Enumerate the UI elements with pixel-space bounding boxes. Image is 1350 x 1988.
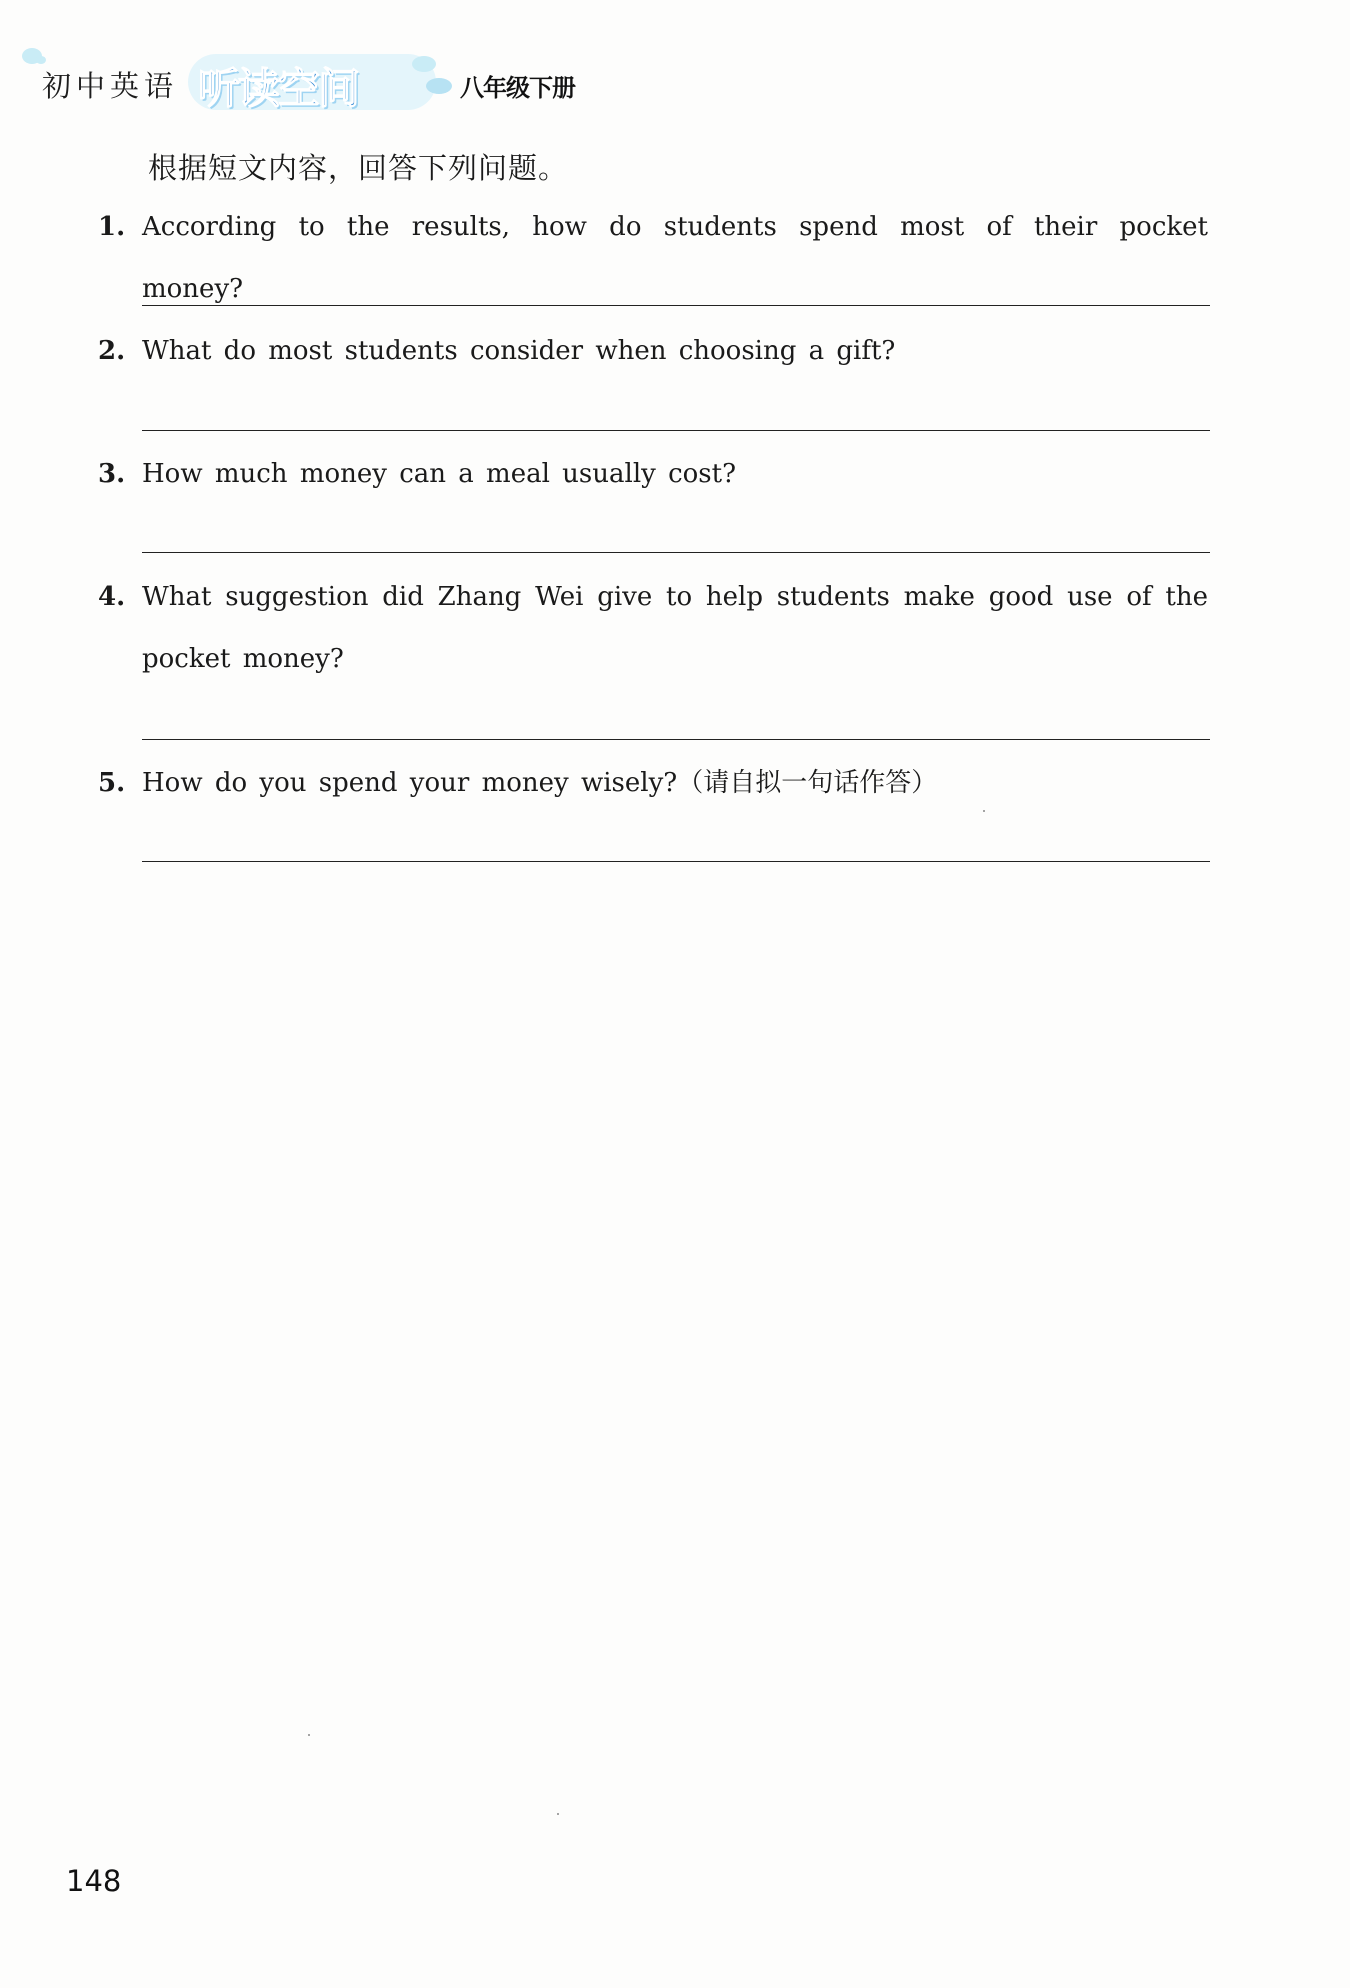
question-number: 5. [98,768,126,798]
scan-speck [557,1813,559,1815]
grade-label: 八年级下册 [460,74,575,102]
answer-line-2[interactable] [142,430,1210,431]
brand-logo: 听读空间 [198,64,359,113]
question-number: 4. [98,582,126,612]
question-text: What do most students consider when choosing a gift? [142,336,896,366]
decor-bubble-icon [412,56,436,72]
instruction-text: 根据短文内容，回答下列问题。 [148,151,569,185]
series-title: 初中英语 [42,69,179,103]
question-text: How much money can a meal usually cost? [142,459,737,489]
scan-speck [983,810,985,812]
grade-arrow-icon [426,78,452,94]
answer-line-4[interactable] [142,739,1210,740]
answer-line-1[interactable] [142,305,1210,306]
question-number: 2. [98,336,126,366]
question-number: 1. [98,212,126,242]
question-number: 3. [98,459,126,489]
page-number: 148 [66,1864,122,1898]
page-header [28,50,728,130]
answer-line-5[interactable] [142,861,1210,862]
question-text: How do you spend your money wisely?（请自拟一句话作答） [142,768,938,798]
question-text: According to the results, how do students spend most of their pocket money? [142,212,1208,304]
question-text: What suggestion did Zhang Wei give to help students make good use of the pocket money? [142,582,1208,674]
scan-speck [308,1734,310,1736]
answer-line-3[interactable] [142,552,1210,553]
decor-bubble-icon [36,56,46,64]
